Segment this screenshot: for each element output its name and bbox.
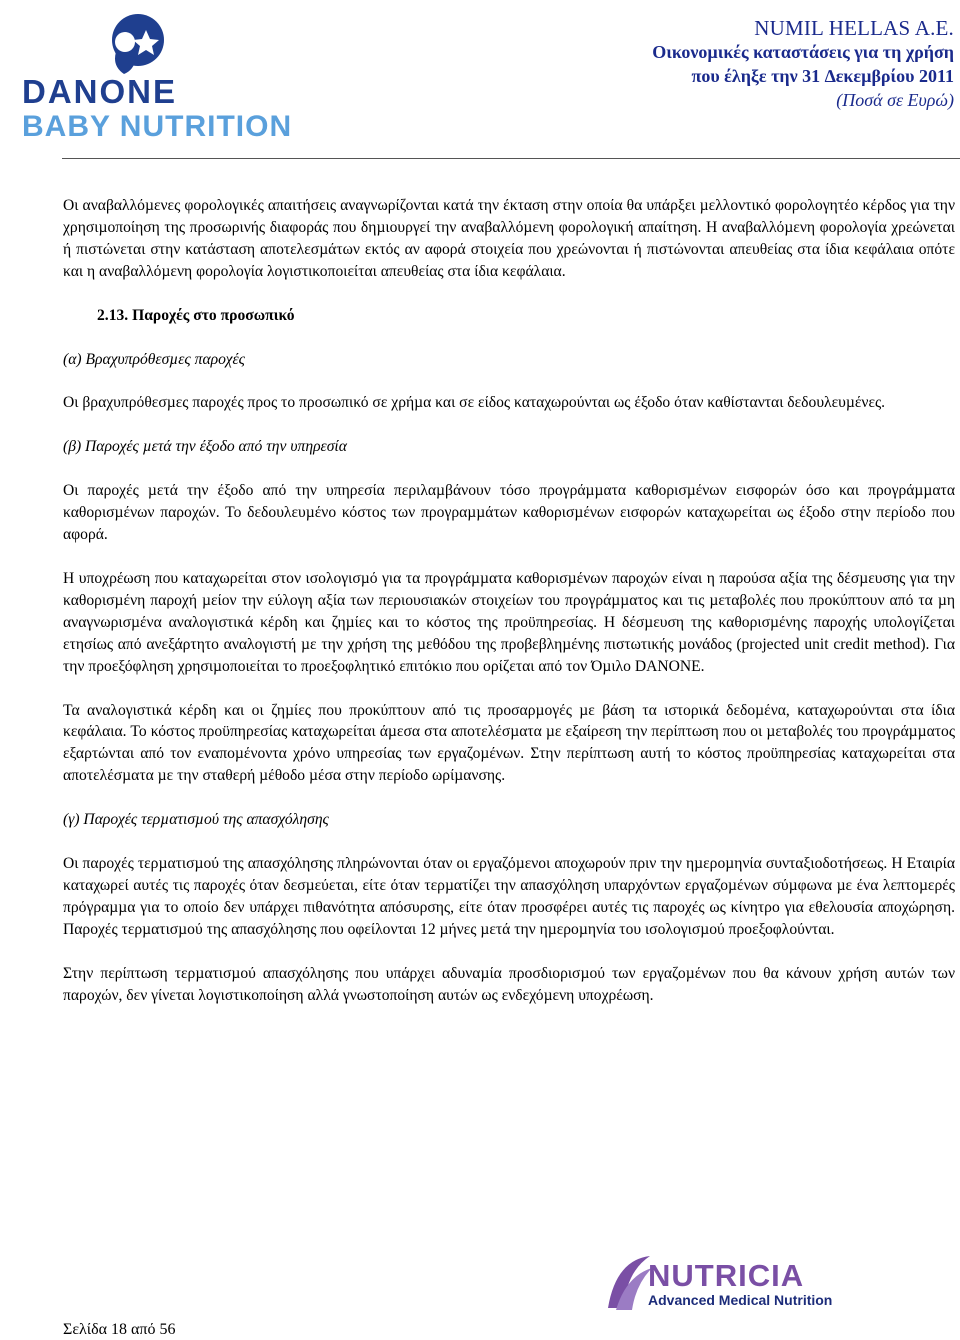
page-number: Σελίδα 18 από 56	[63, 1321, 176, 1338]
subheading-termination: (γ) Παροχές τερµατισµού της απασχόλησης	[63, 811, 329, 829]
subheading-post-employment: (β) Παροχές µετά την έξοδο από την υπηρεσία	[63, 438, 347, 456]
paragraph-termination-2: Στην περίπτωση τερµατισµού απασχόλησης που υπάρχει αδυναµία προσδιορισµού των εργαζοµένων που θα κάνουν χρήση αυτών των παροχών, δεν γίνεται λογιστικοποίηση αλλά γνωστοποίηση αυτών ως ενδεχόµενη υποχρέωση.	[63, 964, 955, 1004]
nutricia-swoosh-icon	[608, 1256, 652, 1310]
company-name: NUMIL HELLAS A.E.	[754, 16, 954, 40]
paragraph-deferred-tax: Οι αναβαλλόµενες φορολογικές απαιτήσεις αναγνωρίζονται κατά την έκταση στην οποία θα υπάρξει µελλοντικό φορολογητέο κέρδος για την χρησιµοποίηση της προσωρινής διαφοράς που δηµιουργεί την αναβαλλόµενη φορολογική απαίτηση. Η αναβαλλόµενη φορολογία χρεώνεται ή πιστώνεται στην κατάσταση αποτελεσµάτων εκτός αν αφορά στοιχεία που χρεώνονται ή πιστώνονται απευθείας στα ίδια κεφάλαια οπότε και η αναβαλλόµενη φορολογία λογιστικοποιείται απευθείας στα ίδια κεφάλαια.	[63, 197, 955, 280]
header-divider	[62, 158, 960, 159]
logo-baby-nutrition-text: BABY NUTRITION	[22, 110, 293, 143]
nutricia-tagline-text: Advanced Medical Nutrition	[648, 1292, 833, 1308]
paragraph-termination-1: Οι παροχές τερµατισµού της απασχόλησης πληρώνονται όταν οι εργαζόµενοι αποχωρούν πριν την ηµεροµηνία συνταξιοδοτήσεως. Η Εταιρία καταχωρεί αυτές τις παροχές όταν δεσµεύεται, είτε όταν τερµατίζει την απασχόληση υπαρχόντων εργαζοµένων σύµφωνα µε ένα λεπτοµερές πρόγραµµα για το οποίο δεν υπάρχει πιθανότητα απόσυρσης, είτε όταν προσφέρει αυτές τις παροχές ως κίνητρο για εθελουσία αποχώρηση. Παροχές τερµατισµού της απασχόλησης που οφείλονται 12 µήνες µετά την ηµεροµηνία του ισολογισµού προεξοφλούνται.	[63, 855, 955, 938]
paragraph-post-employment-1: Οι παροχές µετά την έξοδο από την υπηρεσία περιλαµβάνουν τόσο προγράµµατα καθορισµένων εισφορών όσο και προγράµµατα καθορισµένων παροχών. Το δεδουλευµένο κόστος των προγραµµάτων καθορισµένων εισφορών καταχωρείται ως έξοδο στην περίοδο που αφορά.	[63, 482, 955, 544]
nutricia-logo	[606, 1250, 836, 1320]
paragraph-short-term: Οι βραχυπρόθεσµες παροχές προς το προσωπικό σε χρήµα και σε είδος καταχωρούνται ως έξοδο όταν καθίστανται δεδουλευµένες.	[63, 394, 886, 412]
paragraph-post-employment-2: Η υποχρέωση που καταχωρείται στον ισολογισµό για τα προγράµµατα καθορισµένων παροχών είναι η παρούσα αξία της δέσµευσης για την καθορισµένη παροχή µείον την εύλογη αξία των περιουσιακών στοιχείων του προγράµµατος και τις µεταβολές που προκύπτουν από τα µη αναγνωρισµένα αναλογιστικά κέρδη και ζηµίες και το κόστος της προϋπηρεσίας. Η δέσµευση της καθορισµένης παροχής υπολογίζεται ετησίως από ανεξάρτητο αναλογιστή µε την χρήση της µεθόδου της προβεβληµένης πιστωτικής µονάδος (projected unit credit method). Για την προεξόφληση χρησιµοποιείται το προεξοφλητικό επιτόκιο που ορίζεται από τον Όµιλο DANONE.	[63, 569, 955, 675]
paragraph-post-employment-3: Τα αναλογιστικά κέρδη και οι ζηµίες που προκύπτουν από τις προσαρµογές µε βάση τα ιστορικά δεδοµένα, καταχωρούνται στα ίδια κεφάλαια. Το κόστος προϋπηρεσίας καταχωρείται άµεσα στα αποτελέσµατα µε εξαίρεση την περίπτωση που οι µεταβολές του προγράµµατος εξαρτώνται από τον εναποµένοντα χρόνο υπηρεσίας των εργαζοµένων. Στην περίπτωση αυτή το κόστος προϋπηρεσίας καταχωρείται στα αποτελέσµατα µε την σταθερή µέθοδο µέσα στην περίοδο ωρίµανσης.	[63, 701, 955, 785]
statement-title: Οικονοµικές καταστάσεις για τη χρήση	[652, 42, 954, 62]
nutricia-name-text: NUTRICIA	[648, 1258, 805, 1293]
danone-baby-nutrition-logo	[20, 8, 300, 148]
subheading-short-term: (α) Βραχυπρόθεσµες παροχές	[63, 350, 245, 368]
logo-danone-text: DANONE	[22, 73, 178, 110]
danone-emblem-icon	[112, 14, 164, 74]
document-body	[63, 195, 955, 1006]
document-header	[652, 16, 954, 112]
statement-period: που έληξε την 31 ∆εκεµβρίου 2011	[691, 66, 954, 86]
section-heading: 2.13. Παροχές στο προσωπικό	[97, 306, 295, 324]
currency-note: (Ποσά σε Ευρώ)	[836, 90, 954, 110]
